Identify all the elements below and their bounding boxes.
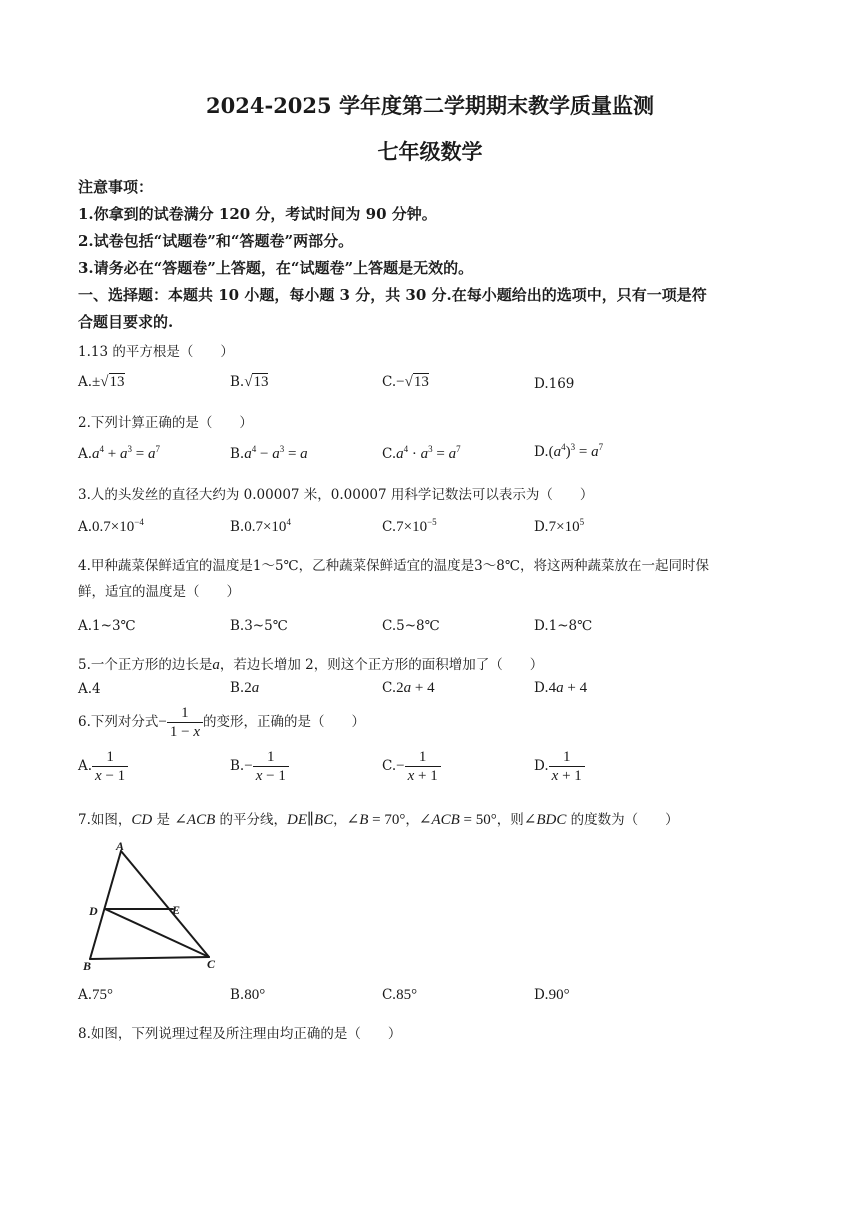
option-c: C.2a + 4: [382, 680, 435, 696]
option-b: $B.0.7\times 10^4$: [230, 517, 291, 535]
label-d: D: [89, 904, 98, 918]
section-heading: 一、选择题：本题共 10 小题，每小题 3 分，共 30 分.在每小题给出的选项中，只有一项是符: [78, 286, 707, 304]
page-subtitle: 七年级数学: [377, 139, 483, 164]
option-a: A.±√13: [78, 374, 125, 390]
option-d: $D.7\times 10^5$: [534, 517, 585, 535]
side-bc: [90, 957, 209, 959]
option-a: $A.0.7\times 10^{-4}$: [78, 517, 144, 535]
question-stem-cont: 鲜，适宜的温度是（ ）: [78, 584, 240, 600]
option-c: C.5~8℃: [382, 618, 440, 634]
option-c: C.−√13: [382, 374, 429, 390]
question-stem: 2.下列计算正确的是（ ）: [78, 415, 253, 431]
option-d: $D.(a^4)^3 = a^7$: [534, 442, 604, 460]
page-title: 2024-2025 学年度第二学期期末教学质量监测: [206, 93, 654, 118]
notice-item: 2.试卷包括“试题卷”和“答题卷”两部分。: [78, 232, 354, 250]
option-b: B.− $\frac{1}{x - 1}$: [230, 748, 289, 785]
label-e: E: [172, 903, 181, 917]
option-d: D. $\frac{1}{x + 1}$: [534, 748, 585, 785]
option-d: D.1~8℃: [534, 618, 593, 634]
option-d: D.4a + 4: [534, 680, 588, 696]
option-d: D.90°: [534, 987, 570, 1003]
notice-item: 3.请务必在“答题卷”上答题，在“试题卷”上答题是无效的。: [78, 259, 474, 277]
question-stem: 1.13 的平方根是（ ）: [78, 344, 234, 360]
option-c: C.− $\frac{1}{x + 1}$: [382, 748, 441, 785]
option-c: $C.a^4 \cdot a^3 = a^7$: [382, 444, 461, 462]
segment-dc: [105, 909, 209, 957]
side-ac: [121, 851, 209, 957]
option-d: D.169: [534, 376, 575, 392]
option-a: $A.a^4 + a^3 = a^7$: [78, 444, 160, 462]
option-a: A.1~3℃: [78, 618, 136, 634]
triangle-figure: [78, 838, 228, 978]
option-b: B.3~5℃: [230, 618, 288, 634]
option-a: A.4: [78, 681, 101, 697]
question-stem: 7.如图，CD 是 ∠ACB 的平分线，DE∥BC，∠B = 70°，∠ACB = 50°，则∠BDC 的度数为（ ）: [78, 812, 679, 828]
option-a: A.75°: [78, 987, 114, 1003]
option-a: A. $\frac{1}{x - 1}$: [78, 748, 128, 785]
option-b: B.2a: [230, 680, 260, 696]
question-stem: 6.下列对分式− $\frac{1}{1 - x}$ 的变形，正确的是（ ）: [78, 705, 365, 740]
option-b: B.80°: [230, 987, 266, 1003]
label-a: A: [116, 839, 125, 853]
notice-heading: 注意事项：: [78, 178, 154, 196]
label-c: C: [207, 957, 216, 971]
question-stem: 4.甲种蔬菜保鲜适宜的温度是1～5℃，乙种蔬菜保鲜适宜的温度是3～8℃，将这两种蔬菜放在一起同时保: [78, 558, 709, 574]
question-stem: 3.人的头发丝的直径大约为 0.00007 米，0.00007 用科学记数法可以表示为（ ）: [78, 487, 594, 503]
option-b: B.√13: [230, 374, 269, 390]
option-c: $C.7\times 10^{-5}$: [382, 517, 437, 535]
label-b: B: [83, 959, 92, 973]
question-stem: 5.一个正方形的边长是a，若边长增加 2，则这个正方形的面积增加了（ ）: [78, 657, 544, 673]
option-c: C.85°: [382, 987, 418, 1003]
question-stem: 8.如图，下列说理过程及所注理由均正确的是（ ）: [78, 1026, 402, 1042]
notice-item: 1.你拿到的试卷满分 120 分，考试时间为 90 分钟。: [78, 205, 437, 223]
section-heading-cont: 合题目要求的.: [78, 313, 174, 331]
option-b: $B.a^4 - a^3 = a$: [230, 444, 308, 462]
